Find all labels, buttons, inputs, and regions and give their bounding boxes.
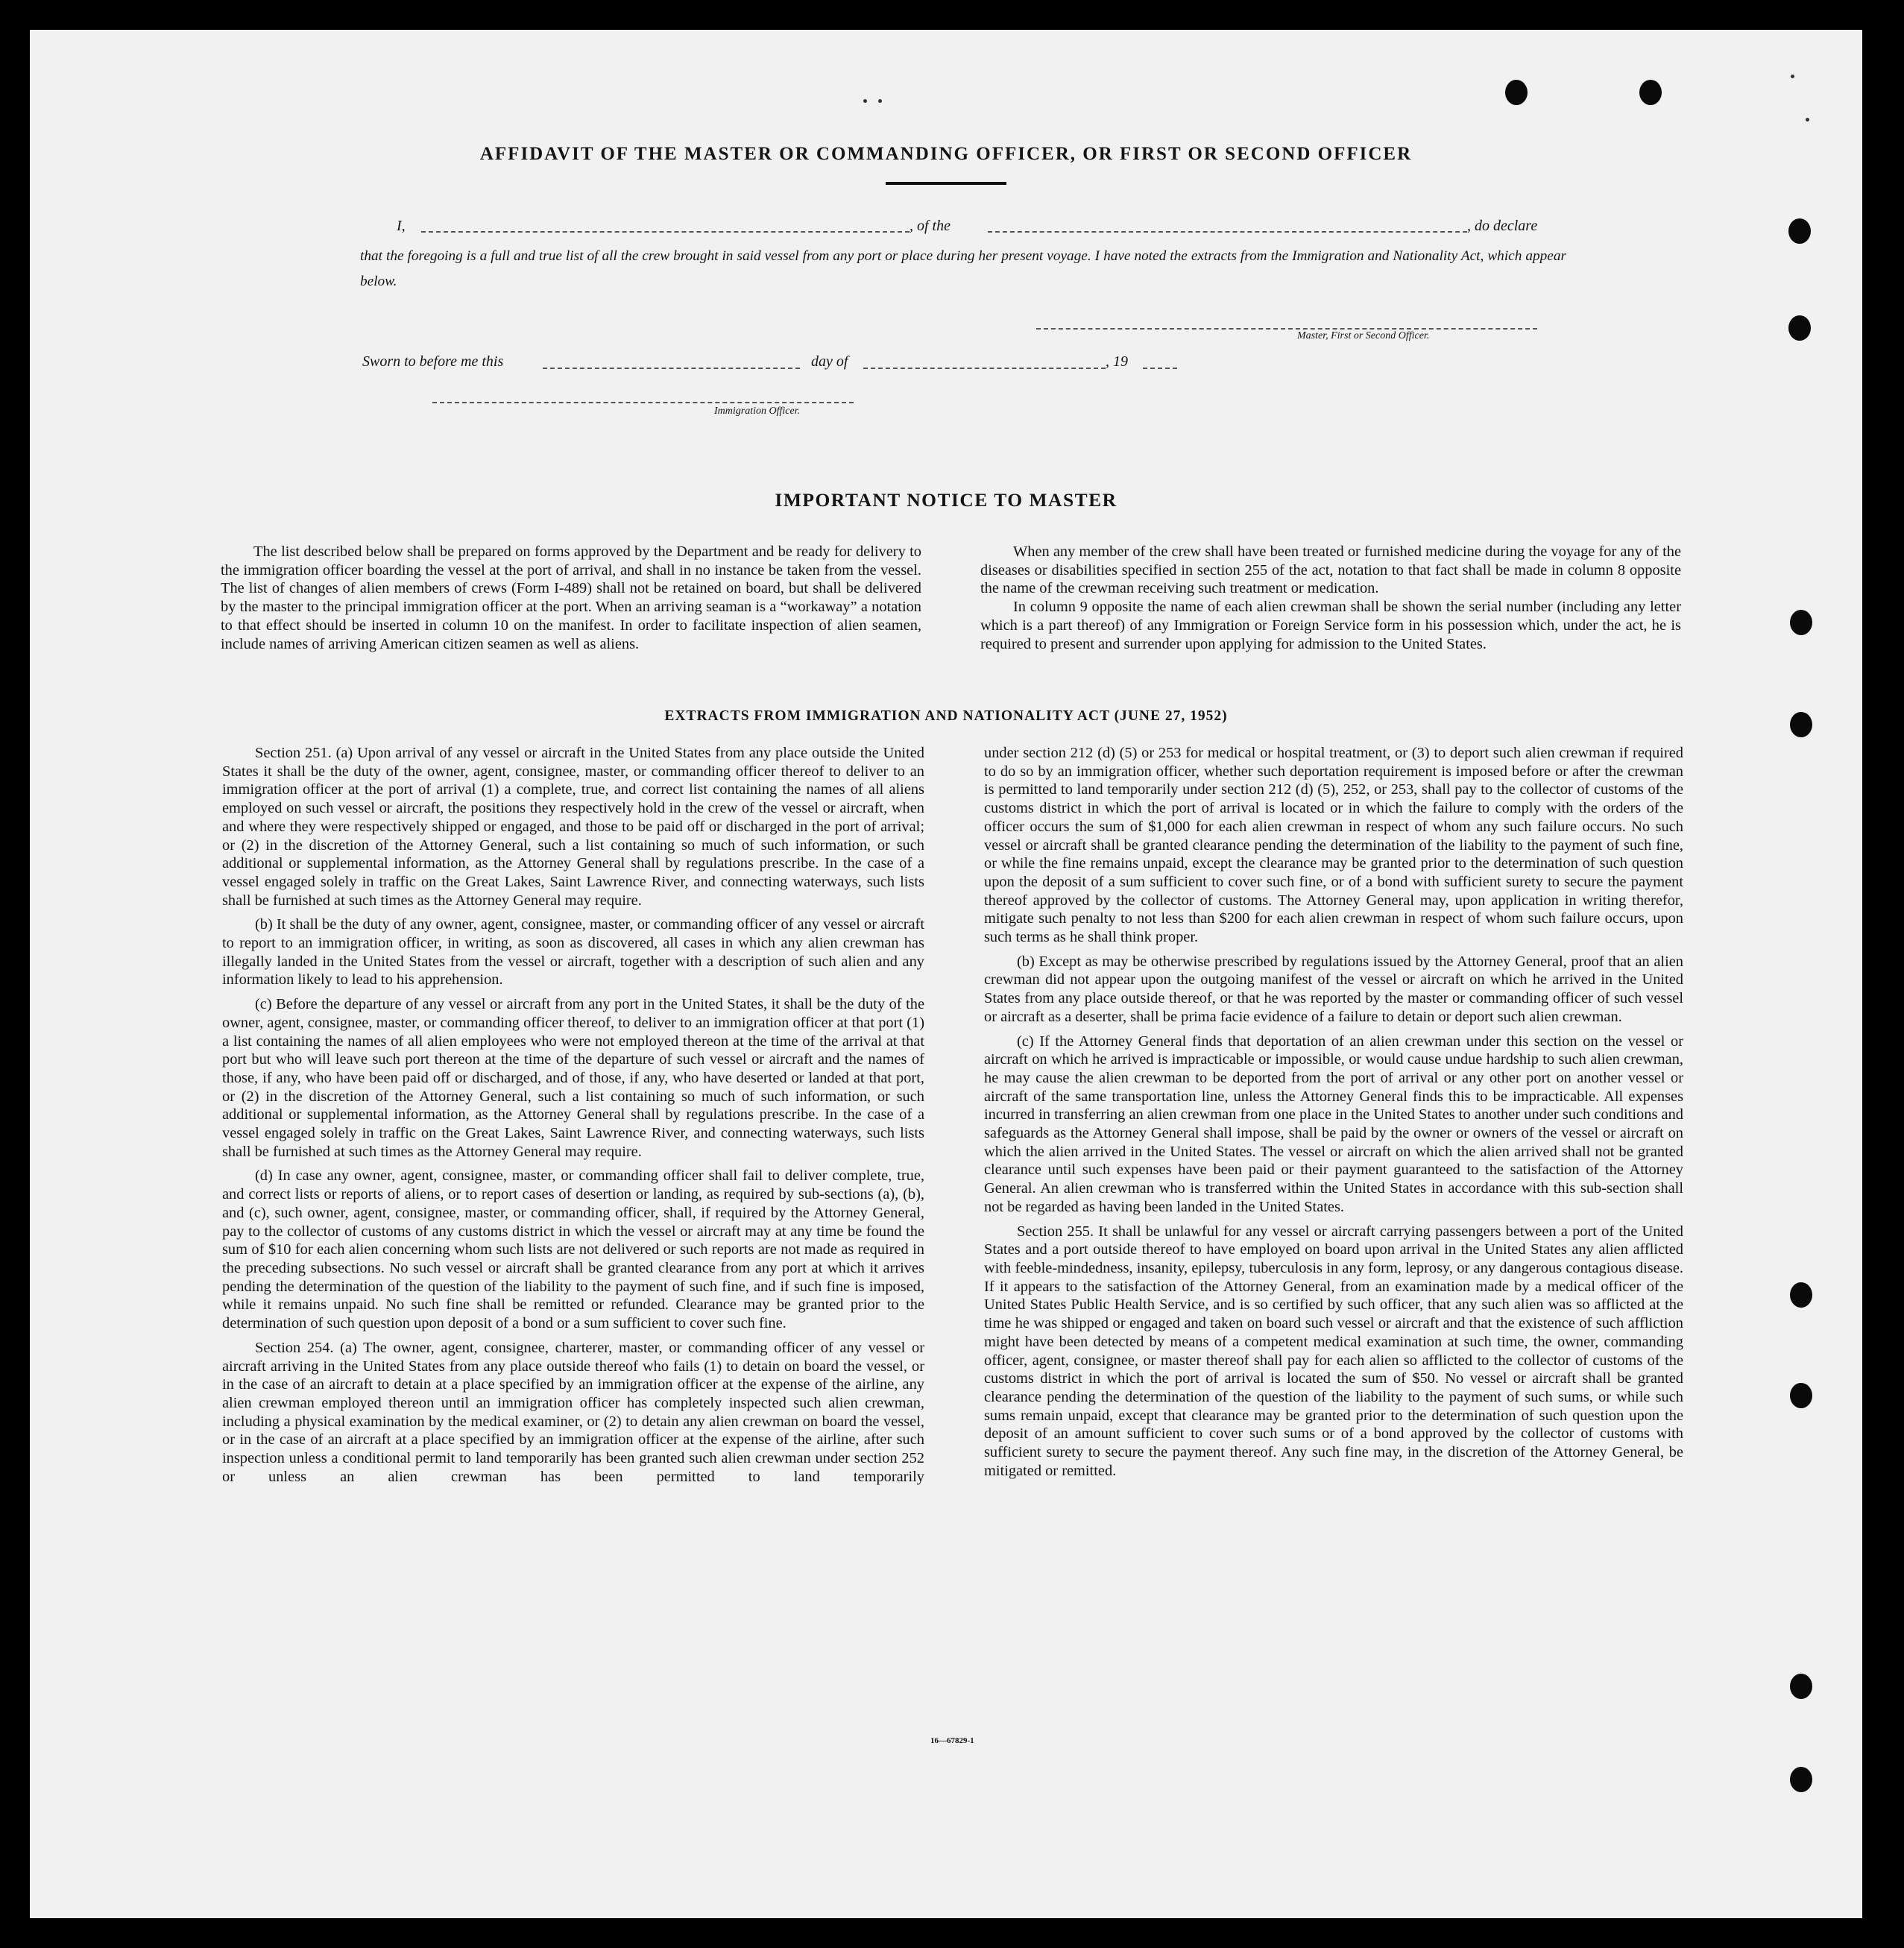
notice-right-column [980, 543, 1681, 653]
extract-paragraph: (d) In case any owner, agent, consignee, master, or commanding officer shall fail to deliver complete, true, and correct lists or reports of aliens, or to report cases of desertion or landing, as required by sub-sections (a), (b), and (c), such owner, agent, consignee, master, or commanding officer, shall, if required by the Attorney General, pay to the collector of customs of any customs district in which the vessel or aircraft may at any time be found the sum of $10 for each alien concerning whom such lists are not delivered or such reports are not made as required in the preceding subsections. No such vessel or aircraft shall be granted clearance from any port at which it arrives pending the determination of the question of the liability to the payment of such fine, and if such fine is imposed, while it remains unpaid. No such fine shall be remitted or refunded. Clearance may be granted prior to the determination of such question upon deposit of a bond or a sum sufficient to cover such fine. [222, 1167, 924, 1332]
master-signature-caption: Master, First or Second Officer. [1297, 330, 1430, 341]
sworn-day-field[interactable] [543, 368, 800, 369]
extract-paragraph: Section 254. (a) The owner, agent, consignee, charterer, master, or commanding officer of any vessel or aircraft arriving in the United States from any place outside thereof who fails (1) to detain on board the vessel, or in the case of an aircraft to detain at a place specified by an immigration officer at the expense of the airline, any alien crewman employed thereon until an immigration officer has completely inspected such alien crewman, including a physical examination by the medical examiner, or (2) to detain any alien crewman on board the vessel, or in the case of an aircraft at a place specified by an immigration officer at the expense of the airline, after such inspection unless a conditional permit to land temporarily has been granted such alien crewman under section 252 or unless an alien crewman has been permitted to land temporarily [222, 1339, 924, 1485]
extract-paragraph: Section 255. It shall be unlawful for any vessel or aircraft carrying passengers between a port of the United States and a port outside thereof to have employed on board upon arrival in the United States any alien afflicted with feeble-mindedness, insanity, epilepsy, tuberculosis in any form, leprosy, or any dangerous contagious disease. If it appears to the satisfaction of the Attorney General, from an examination made by a medical officer of the United States Public Health Service, and is so certified by such officer, that any such alien was so afflicted at the time he was shipped or engaged and taken on board such vessel or aircraft and that the existence of such affliction might have been detected by means of a competent medical examination at such time, the owner, commanding officer, agent, consignee, or master thereof shall pay for each alien so afflicted to the collector of customs of the customs district in which the port of arrival is located the sum of $50. No vessel or aircraft shall be granted clearance pending the determination of the question of the liability to the payment of such sums, or while such sums remain unpaid, except that clearance may be granted prior to the determination of such question upon the deposit of an amount sufficient to cover such sums or of a bond approved by the collector of customs with sufficient surety to secure the payment thereof. Any such fine may, in the discretion of the Attorney General, be mitigated or remitted. [984, 1223, 1683, 1479]
title-rule [886, 182, 1006, 185]
punch-hole [1505, 80, 1528, 105]
punch-hole [1790, 1383, 1812, 1408]
year-label: , 19 [1106, 353, 1128, 370]
extracts-title: EXTRACTS FROM IMMIGRATION AND NATIONALITY ACT (JUNE 27, 1952) [664, 708, 1228, 724]
extracts-right-column [984, 744, 1683, 1480]
speck [1806, 118, 1809, 122]
extract-paragraph: (c) Before the departure of any vessel or aircraft from any port in the United States, it shall be the duty of the owner, agent, consignee, master, or commanding officer thereof, to deliver to an immigration officer at that port (1) a list containing the names of all alien employees who were not employed thereon at the time of the arrival at that port but who will leave such port thereon at the time of the departure of such vessel or aircraft and the names of those, if any, who have been paid off or discharged, and of those, if any, who have deserted or landed at that port, or (2) in the discretion of the Attorney General, such a list containing so much of such information, or such additional or supplemental information, as the Attorney General shall by regulations prescribe. In the case of a vessel engaged solely in traffic on the Great Lakes, Saint Lawrence River, and connecting waterways, such lists shall be furnished at such times as the Attorney General may require. [222, 996, 924, 1160]
speck [878, 99, 882, 103]
extracts-left-column [222, 744, 924, 1486]
notice-right-paragraph-2: In column 9 opposite the name of each alien crewman shall be shown the serial number (including any letter which is a part thereof) of any Immigration or Foreign Service form in his possession which, under the act, he is required to present and surrender upon applying for admission to the United States. [980, 599, 1681, 652]
speck [863, 99, 867, 103]
sworn-month-field[interactable] [863, 368, 1106, 369]
of-the-label: , of the [910, 218, 951, 234]
punch-hole [1790, 1282, 1812, 1308]
punch-hole [1788, 315, 1811, 341]
notice-left-paragraph: The list described below shall be prepared on forms approved by the Department and be ready for delivery to the immigration officer boarding the vessel at the port of arrival, and shall in no instance be taken from the vessel. The list of changes of alien members of crews (Form I-489) shall not be retained on board, but shall be delivered by the master to the principal immigration officer at the port. When an arriving seaman is a “workaway” a notation to that effect should be inserted in column 10 on the manifest. In order to facilitate inspection of alien seamen, include names of arriving American citizen seamen as well as aliens. [221, 543, 921, 652]
day-of-label: day of [811, 353, 848, 370]
master-signature-field[interactable] [1036, 328, 1537, 330]
do-declare-label: , do declare [1467, 218, 1538, 234]
affidavit-title: AFFIDAVIT OF THE MASTER OR COMMANDING OFFICER, OR FIRST OR SECOND OFFICER [479, 144, 1413, 164]
punch-hole [1790, 610, 1812, 635]
extract-paragraph: under section 212 (d) (5) or 253 for medical or hospital treatment, or (3) to deport such alien crewman if required to do so by an immigration officer, whether such deportation requirement is imposed before or after the crewman is permitted to land temporarily under section 212 (d) (5), 252, or 253, shall pay to the collector of customs of the customs district in which the port of arrival is located or in which the failure to comply with the orders of the officer occurs the sum of $1,000 for each alien crewman in respect of whom any such failure occurs. No such vessel or aircraft shall be granted clearance pending the determination of the liability to the payment of such fine, or while the fine remains unpaid, except the clearance may be granted prior to the determination of such question upon the deposit of a sum sufficient to cover such fine, or of a bond with sufficient surety to secure the payment thereof approved by the collector of customs. The Attorney General may, upon application in writing therefor, mitigate such penalty to not less than $200 for each alien crewman in respect of whom such failure occurs, upon such terms as he shall think proper. [984, 745, 1683, 946]
extract-paragraph: Section 251. (a) Upon arrival of any vessel or aircraft in the United States from any place outside the United States it shall be the duty of the owner, agent, consignee, master, or commanding officer thereof to deliver to an immigration officer at the port of arrival (1) a complete, true, and correct list containing the names of all aliens employed on such vessel or aircraft, the positions they respectively hold in the crew of the vessel or aircraft, when and where they were respectively shipped or engaged, and those to be paid off or discharged in the port of arrival; or (2) in the discretion of the Attorney General, such a list containing so much of such information, or such additional or supplemental information, as the Attorney General shall by regulations prescribe. In the case of a vessel engaged solely in traffic on the Great Lakes, Saint Lawrence River, and connecting waterways, such lists shall be furnished at such times as the Attorney General may require. [222, 745, 924, 909]
sworn-label: Sworn to before me this [362, 353, 504, 370]
immigration-officer-signature-field[interactable] [432, 402, 854, 403]
speck [1791, 75, 1794, 78]
sworn-year-field[interactable] [1143, 368, 1177, 369]
immigration-officer-caption: Immigration Officer. [714, 406, 801, 417]
declarant-prefix: I, [397, 218, 406, 234]
vessel-name-field[interactable] [988, 231, 1467, 233]
affidavit-body: that the foregoing is a full and true list of all the crew brought in said vessel from any port or place during her present voyage. I have noted the extracts from the Immigration and Nationality Act, which appear below. [360, 248, 1566, 289]
form-code: 16—67829-1 [930, 1736, 974, 1745]
notice-right-paragraph-1: When any member of the crew shall have been treated or furnished medicine during the voyage for any of the diseases or disabilities specified in section 255 of the act, notation to that fact shall be made in column 8 opposite the name of the crewman receiving such treatment or medication. [980, 543, 1681, 597]
extract-paragraph: (b) It shall be the duty of any owner, agent, consignee, master, or commanding officer of any vessel or aircraft to report to an immigration officer, in writing, as soon as discovered, all cases in which any alien crewman has illegally landed in the United States from the vessel or aircraft, together with a description of such alien and any information likely to lead to his apprehension. [222, 916, 924, 989]
extract-paragraph: (b) Except as may be otherwise prescribed by regulations issued by the Attorney General, proof that an alien crewman did not appear upon the outgoing manifest of the vessel or aircraft on which he arrived in the United States from any place outside thereof, or that he was reported by the master or commanding officer of such vessel or aircraft as a deserter, shall be prima facie evidence of a failure to detain or deport such alien crewman. [984, 953, 1683, 1025]
punch-hole [1788, 218, 1811, 244]
extract-paragraph: (c) If the Attorney General finds that deportation of an alien crewman under this section on the vessel or aircraft on which he arrived is impracticable or impossible, or would cause undue hardship to such alien crewman, he may cause the alien crewman to be deported from the port of arrival or any other port on another vessel or aircraft of the same transportation line, unless the Attorney General finds this to be impracticable. All expenses incurred in transferring an alien crewman from one place in the United States to another under such conditions and safeguards as the Attorney General shall impose, shall be paid by the owner or owners of the vessel or aircraft on which the alien arrived in the United States. The vessel or aircraft on which the alien arrived shall not be granted clearance until such expenses have been paid or their payment guaranteed to the satisfaction of the Attorney General. An alien crewman who is transferred within the United States in accordance with this sub-section shall not be regarded as having been landed in the United States. [984, 1033, 1683, 1215]
punch-hole [1790, 1767, 1812, 1792]
declarant-name-field[interactable] [421, 231, 910, 233]
document-page [30, 30, 1862, 1918]
punch-hole [1790, 1674, 1812, 1699]
punch-hole [1639, 80, 1662, 105]
notice-left-column [221, 543, 921, 653]
notice-title: IMPORTANT NOTICE TO MASTER [775, 489, 1118, 511]
